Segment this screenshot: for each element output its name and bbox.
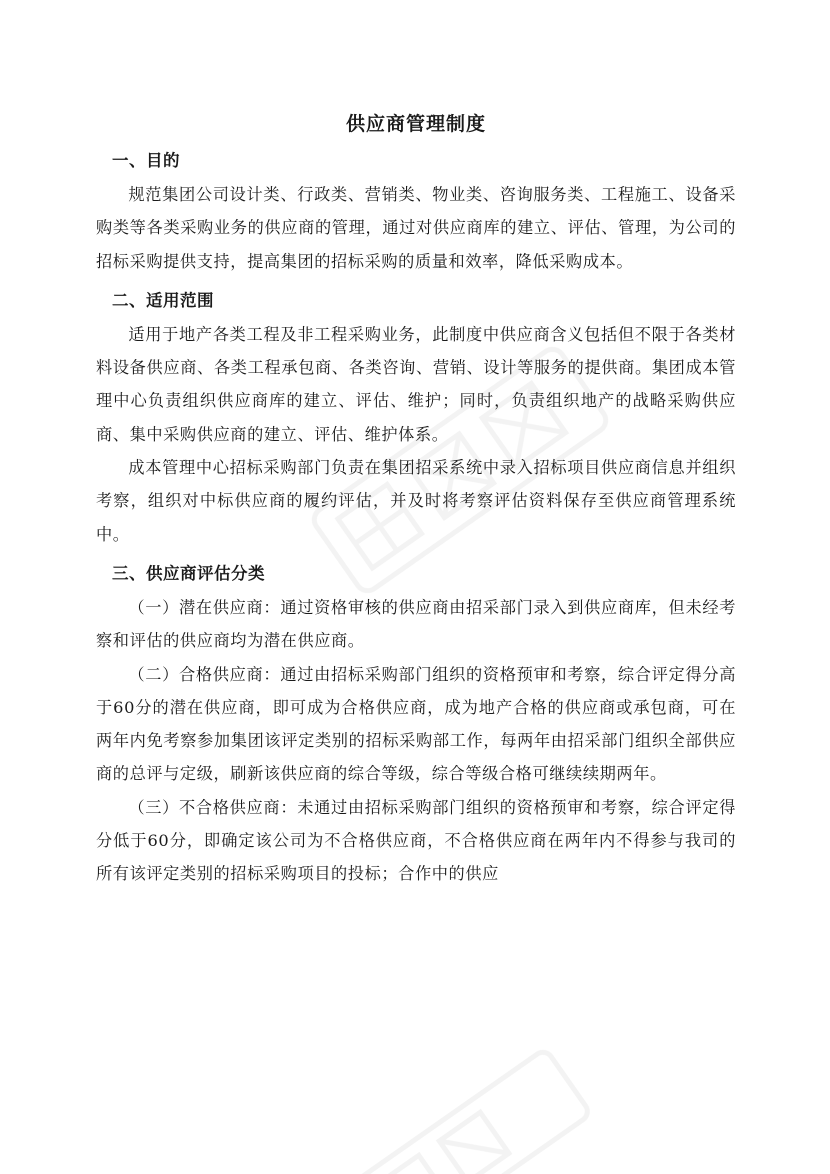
- section-heading: 二、适用范围: [112, 290, 214, 310]
- section-heading: 一、目的: [112, 151, 180, 170]
- section-scope: [96, 284, 736, 551]
- paragraph: （三）不合格供应商：未通过由招标采购部门组织的资格预审和考察，综合评定得分低于60分，即确定该公司为不合格供应商，不合格供应商在两年内不得参与我司的所有该评定类别的招标采购项目的投标；合作中的供应: [96, 797, 736, 884]
- section-classification: [96, 557, 736, 891]
- document-body: [96, 104, 736, 891]
- paragraph: 成本管理中心招标采购部门负责在集团招采系统中录入招标项目供应商信息并组织考察，组织对中标供应商的履约评估，并及时将考察评估资料保存至供应商管理系统中。: [96, 458, 736, 544]
- paragraph: 适用于地产各类工程及非工程采购业务，此制度中供应商含义包括但不限于各类材料设备供应商、各类工程承包商、各类咨询、营销、设计等服务的提供商。集团成本管理中心负责组织供应商库的建立、评估、维护；同时，负责组织地产的战略采购供应商、集中采购供应商的建立、评估、维护体系。: [96, 324, 736, 444]
- section-purpose: [96, 144, 736, 278]
- paragraph: （二）合格供应商：通过由招标采购部门组织的资格预审和考察，综合评定得分高于60分的潜在供应商，即可成为合格供应商，成为地产合格的供应商或承包商，可在两年内免考察参加集团该评定类别的招标采购部工作，每两年由招采部门组织全部供应商的总评与定级，刷新该供应商的综合等级，综合等级合格可继续续期两年。: [96, 664, 736, 784]
- paragraph: 规范集团公司设计类、行政类、营销类、物业类、咨询服务类、工程施工、设备采购类等各类采购业务的供应商的管理，通过对供应商库的建立、评估、管理，为公司的招标采购提供支持，提高集团的招标采购的质量和效率，降低采购成本。: [96, 185, 736, 271]
- document-title: 供应商管理制度: [345, 113, 486, 135]
- section-heading: 三、供应商评估分类: [112, 563, 265, 583]
- paragraph: （一）潜在供应商：通过资格审核的供应商由招采部门录入到供应商库，但未经考察和评估的供应商均为潜在供应商。: [96, 597, 736, 651]
